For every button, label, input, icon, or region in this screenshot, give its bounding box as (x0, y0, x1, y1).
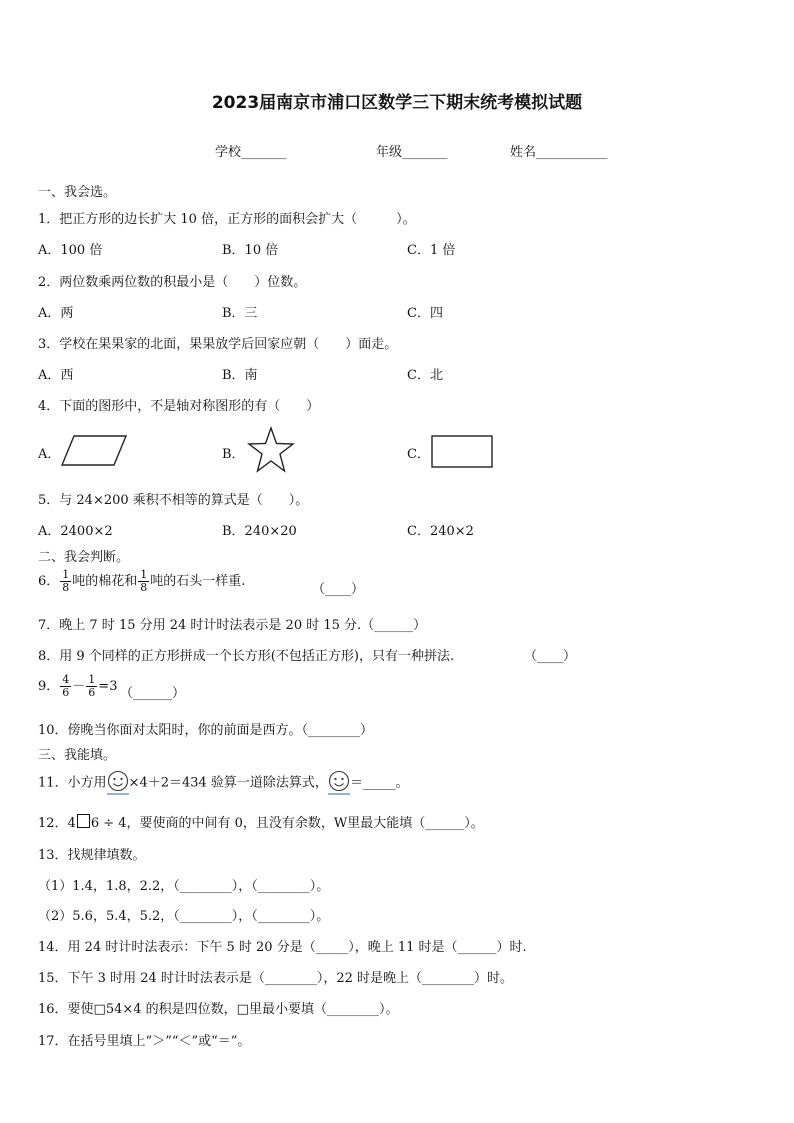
q11-text-mid: ×4＋2＝434 验算一道除法算式， (128, 775, 328, 791)
q12-text: ，要使商的中间有 0，且没有余数，W里最大能填（______）。 (126, 816, 484, 831)
q6-answer-blank[interactable]: （____） (312, 582, 365, 597)
name-field (510, 141, 608, 160)
fraction-denominator: 6 (88, 686, 96, 699)
fraction-numerator: 4 (62, 673, 70, 686)
question-9 (38, 674, 117, 699)
q2-option-c[interactable]: C．四 (407, 306, 443, 321)
grade-field (376, 141, 448, 160)
fraction-denominator: 8 (140, 581, 148, 594)
question-1: 1．把正方形的边长扩大 10 倍，正方形的面积会扩大（ ）。 (38, 212, 416, 227)
q1-option-c[interactable]: C．1 倍 (407, 243, 456, 258)
question-16: 16．要使□54×4 的积是四位数，□里最小要填（________）。 (38, 1002, 399, 1017)
name-blank[interactable]: ___________ (536, 145, 608, 160)
minus-sign: － (72, 679, 86, 694)
question-8: 8．用 9 个同样的正方形拼成一个长方形(不包括正方形)，只有一种拼法. (38, 649, 455, 664)
fraction-numerator: 1 (140, 568, 148, 581)
rectangle-shape (430, 434, 494, 470)
fraction-numerator: 1 (88, 673, 96, 686)
q9-answer-blank[interactable]: （______） (120, 686, 186, 701)
question-17: 17．在括号里填上“＞”“＜”或“＝”。 (38, 1034, 251, 1049)
q5-option-a[interactable]: A．2400×2 (38, 524, 113, 539)
smiley-icon (328, 770, 350, 796)
q8-answer-blank[interactable]: （____） (524, 649, 577, 664)
smiley-icon (107, 770, 129, 796)
q11-text-start: 11．小方用 (38, 775, 107, 791)
q3-option-a[interactable]: A．西 (38, 368, 74, 383)
fraction (138, 569, 149, 594)
fraction-denominator: 8 (62, 581, 70, 594)
section-heading: 三、我能填。 (38, 748, 117, 763)
q3-option-b[interactable]: B．南 (222, 368, 258, 383)
q6-text-end: 吨的石头一样重. (150, 574, 246, 589)
fraction-numerator: 1 (62, 568, 70, 581)
fraction (60, 674, 71, 699)
q6-number: 6． (38, 574, 60, 589)
question-15: 15．下午 3 时用 24 时计时法表示是（________），22 时是晚上（________）时。 (38, 971, 514, 986)
q12-number: 12． (38, 816, 68, 831)
q4-option-c[interactable]: C． (407, 447, 430, 462)
q5-option-b[interactable]: B．240×20 (222, 524, 297, 539)
q11-text-end: ＝_____。 (349, 775, 409, 791)
q2-option-b[interactable]: B．三 (222, 306, 258, 321)
question-2: 2．两位数乘两位数的积最小是（ ）位数。 (38, 275, 307, 290)
page-title: 2023届南京市浦口区数学三下期末统考模拟试题 (211, 93, 583, 113)
q9-number: 9． (38, 679, 60, 694)
q3-option-c[interactable]: C．北 (407, 368, 443, 383)
question-7: 7．晚上 7 时 15 分用 24 时计时法表示是 20 时 15 分.（______） (38, 618, 427, 633)
grade-label: 年级 (376, 145, 403, 160)
q9-result: =3 (98, 679, 118, 694)
question-4: 4．下面的图形中，不是轴对称图形的有（ ） (38, 399, 320, 414)
q12-digit: 4 (67, 816, 76, 831)
question-14: 14．用 24 时计时法表示：下午 5 时 20 分是（_____），晚上 11 时是（______）时. (38, 940, 527, 955)
question-13-part-1: （1）1.4，1.8，2.2，（________），（________）。 (38, 879, 330, 894)
blank-box-icon (77, 814, 90, 828)
question-13: 13．找规律填数。 (38, 848, 146, 863)
q1-option-b[interactable]: B．10 倍 (222, 243, 279, 258)
q6-text: 吨的棉花和 (72, 574, 138, 589)
question-13-part-2: （2）5.6，5.4，5.2，（________），（________）。 (38, 909, 330, 924)
fraction (86, 674, 97, 699)
question-11 (38, 770, 408, 796)
school-field (215, 141, 287, 160)
question-3: 3．学校在果果家的北面，果果放学后回家应朝（ ）面走。 (38, 337, 398, 352)
school-label: 学校 (215, 145, 242, 160)
q5-option-c[interactable]: C．240×2 (407, 524, 474, 539)
name-label: 姓名 (510, 145, 537, 160)
fraction-denominator: 6 (62, 686, 70, 699)
q1-option-a[interactable]: A．100 倍 (38, 243, 103, 258)
q4-option-b[interactable]: B． (222, 447, 245, 462)
section-heading: 一、我会选。 (38, 185, 117, 200)
grade-blank[interactable]: _______ (402, 145, 448, 160)
question-5: 5．与 24×200 乘积不相等的算式是（ ）。 (38, 493, 309, 508)
q2-option-a[interactable]: A．两 (38, 306, 74, 321)
school-blank[interactable]: _______ (241, 145, 287, 160)
question-6 (38, 569, 245, 594)
section-heading: 二、我会判断。 (38, 550, 130, 565)
question-10: 10．傍晚当你面对太阳时，你的前面是西方。（________） (38, 723, 374, 738)
q4-option-a[interactable]: A． (38, 447, 61, 462)
fraction (60, 569, 71, 594)
question-12 (38, 812, 484, 831)
star-shape (246, 426, 296, 474)
q12-expression: 6 ÷ 4 (90, 816, 127, 831)
parallelogram-shape (60, 433, 128, 469)
